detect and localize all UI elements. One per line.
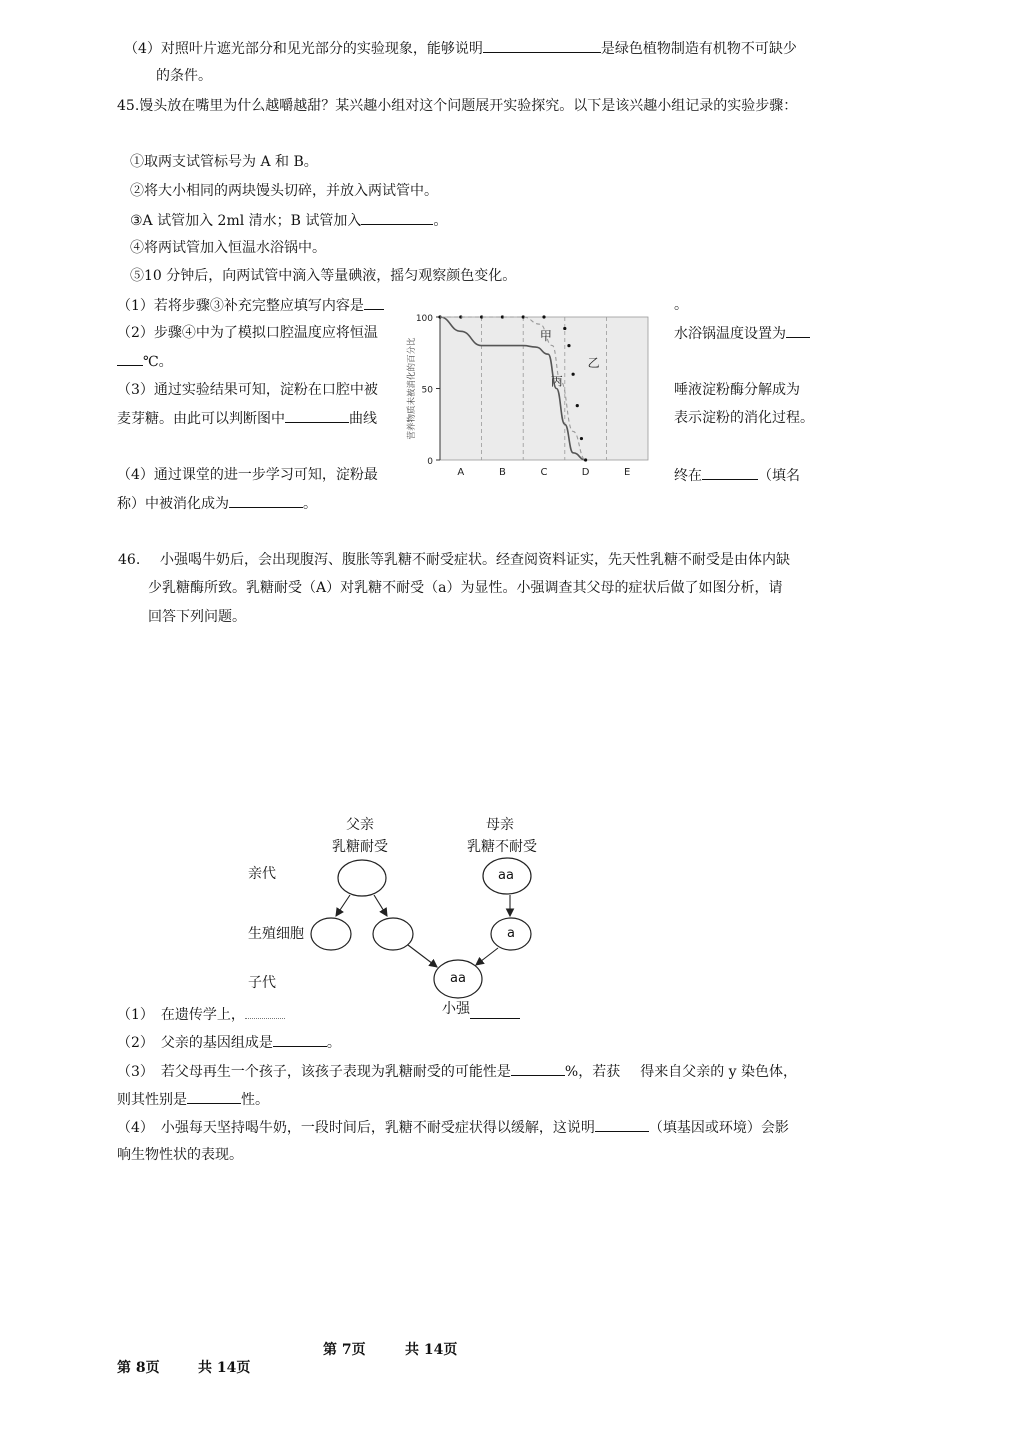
y-axis-label: 营养物质未被消化的百分比 [407, 337, 417, 440]
q45-sub3-text-b: 曲线 [349, 411, 377, 427]
q45-sub3-text-a: 麦芽糖。由此可以判断图中 [117, 411, 285, 427]
q45-sub1-left [117, 295, 384, 316]
q46-sub3-text-c: 得来自父亲的 y 染色体， [640, 1064, 798, 1080]
answer-blank[interactable] [364, 295, 384, 310]
series-label: 甲 [539, 328, 552, 343]
q45-step-4: ④将两试管加入恒温水浴锅中。 [130, 240, 326, 256]
series-yi-point [542, 315, 545, 318]
q46-sub1 [117, 1004, 285, 1025]
answer-blank[interactable] [595, 1117, 649, 1132]
series-yi-point [584, 458, 587, 461]
mother-gamete: a [507, 926, 515, 941]
child-name: 小强 [442, 1001, 470, 1017]
q45-sub2-unit: ℃。 [143, 354, 173, 370]
digestion-chart [384, 305, 674, 485]
answer-blank[interactable] [273, 1032, 327, 1047]
q46-sub3-text-b: %，若获 [564, 1064, 621, 1080]
q45-sub4-right [674, 465, 800, 486]
q45-step-1: ①取两支试管标号为 A 和 B。 [130, 154, 318, 170]
answer-blank[interactable] [702, 465, 758, 480]
arrow-to-child-from-father [408, 945, 437, 967]
row-label-parent: 亲代 [248, 866, 276, 882]
q45-sub4-line2 [117, 493, 317, 514]
q45-step-3-text: ③A 试管加入 2ml 清水；B 试管加入 [130, 213, 362, 229]
x-category-label: C [540, 467, 548, 478]
q45-sub3-left: （3）通过实验结果可知，淀粉在口腔中被 [117, 382, 378, 398]
child-genotype: aa [450, 971, 466, 986]
q46-sub2-text: （2） 父亲的基因组成是 [117, 1035, 273, 1051]
q45-sub3-line2-right: 表示淀粉的消化过程。 [674, 410, 814, 426]
q46-line1: 小强喝牛奶后，会出现腹泻、腹胀等乳糖不耐受症状。经查阅资料证实，先天性乳糖不耐受是由体内缺 [160, 552, 790, 568]
q46-sub3-line2-end: 性。 [241, 1092, 269, 1108]
x-category-label: B [498, 467, 506, 478]
q46-sub2-end: 。 [326, 1035, 341, 1051]
q45-intro: 45.馒头放在嘴里为什么越嚼越甜？某兴趣小组对这个问题展开实验探究。以下是该兴趣小组记录的实验步骤： [117, 98, 798, 114]
series-yi-point [580, 437, 583, 440]
q45-sub4-line2-end: 。 [303, 496, 317, 512]
q45-step-3-end: 。 [433, 213, 448, 229]
q46-sub1-blank [470, 1004, 520, 1025]
x-category-label: D [581, 467, 590, 478]
x-category-label: E [624, 467, 631, 478]
q44-4-text-a: （4）对照叶片遮光部分和见光部分的实验现象，能够说明 [124, 41, 483, 57]
q45-sub4-text-b: （填名 [758, 468, 800, 484]
y-tick-label: 100 [415, 314, 433, 324]
q46-sub3-line2-text: 则其性别是 [117, 1092, 187, 1108]
q46-line3: 回答下列问题。 [148, 609, 246, 625]
q45-sub1-text: （1）若将步骤③补充完整应填写内容是 [117, 298, 364, 314]
y-tick-label: 0 [427, 457, 433, 467]
y-tick-label: 50 [421, 385, 433, 396]
q45-sub4-text-a: 终在 [674, 468, 702, 484]
footer-total-a: 共 14页 [405, 1342, 458, 1358]
q46-sub3-text-a: （3） 若父母再生一个孩子，该孩子表现为乳糖耐受的可能性是 [117, 1064, 511, 1080]
x-category-label: A [457, 467, 465, 478]
footer-total-b: 共 14页 [198, 1360, 251, 1376]
father-trait: 乳糖耐受 [332, 839, 388, 855]
q46-sub2 [117, 1032, 341, 1053]
series-yi-point [576, 404, 579, 407]
arrow-father-gamete-1 [336, 895, 350, 916]
q45-sub2-line2 [117, 351, 173, 372]
q45-sub4-left: （4）通过课堂的进一步学习可知，淀粉最 [117, 467, 378, 483]
q45-sub2-left: （2）步骤④中为了模拟口腔温度应将恒温 [117, 325, 378, 341]
q45-step-2: ②将大小相同的两块馒头切碎，并放入两试管中。 [130, 183, 438, 199]
answer-blank[interactable] [361, 210, 433, 225]
row-label-child: 子代 [248, 975, 276, 991]
answer-blank[interactable] [786, 323, 810, 338]
footer-page-a: 第 7页 [323, 1342, 366, 1358]
answer-blank[interactable] [483, 38, 601, 53]
series-yi-point [572, 373, 575, 376]
q45-sub2-right-text: 水浴锅温度设置为 [674, 326, 786, 342]
q45-sub3-right: 唾液淀粉酶分解成为 [674, 382, 800, 398]
q46-sub1-text: （1） 在遗传学上， [117, 1007, 245, 1023]
genetics-diagram [240, 810, 570, 1020]
mother-trait: 乳糖不耐受 [467, 839, 537, 855]
answer-blank[interactable] [511, 1061, 565, 1076]
answer-blank[interactable] [245, 1004, 285, 1019]
q45-step-3 [130, 210, 447, 231]
father-gamete-1-circle [311, 918, 351, 950]
q46-number: 46. [118, 552, 141, 568]
father-gamete-2-circle [373, 918, 413, 950]
series-label: 丙 [550, 374, 563, 389]
q46-sub3-line2 [117, 1089, 269, 1110]
father-title: 父亲 [346, 817, 374, 833]
q45-sub2-right [674, 323, 810, 344]
series-label: 乙 [587, 356, 600, 371]
answer-blank[interactable] [187, 1089, 241, 1104]
q46-sub4-text-b: （填基因或环境）会影 [648, 1120, 789, 1136]
q45-sub1-right: 。 [674, 297, 688, 313]
q46-line2: 少乳糖酶所致。乳糖耐受（A）对乳糖不耐受（a）为显性。小强调查其父母的症状后做了如图分析，请 [148, 580, 783, 596]
answer-blank[interactable] [229, 493, 303, 508]
q46-sub4-text-a: （4） 小强每天坚持喝牛奶，一段时间后，乳糖不耐受症状得以缓解，这说明 [117, 1120, 595, 1136]
q44-4-line1 [124, 38, 797, 59]
q45-sub3-line2 [117, 408, 377, 429]
series-yi-point [567, 344, 570, 347]
q44-4-line2: 的条件。 [156, 68, 212, 84]
q45-step-5: ⑤10 分钟后，向两试管中滴入等量碘液，摇匀观察颜色变化。 [130, 268, 517, 284]
q46-sub4-line2: 响生物性状的表现。 [117, 1147, 243, 1163]
q45-sub4-line2-text: 称）中被消化成为 [117, 496, 229, 512]
q44-4-text-b: 是绿色植物制造有机物不可缺少 [600, 41, 797, 57]
q46-sub4 [117, 1117, 789, 1138]
row-label-gamete: 生殖细胞 [248, 926, 304, 942]
father-genotype-circle [338, 860, 386, 896]
arrow-father-gamete-2 [374, 895, 387, 916]
arrow-to-child-from-mother [476, 948, 498, 965]
series-yi-point [563, 327, 566, 330]
mother-genotype: aa [498, 868, 514, 883]
q46-sub3 [117, 1061, 797, 1082]
footer-page-b: 第 8页 [117, 1360, 160, 1376]
answer-blank[interactable] [285, 408, 349, 423]
answer-blank[interactable] [470, 1004, 520, 1019]
answer-blank[interactable] [117, 351, 143, 366]
mother-title: 母亲 [486, 817, 514, 833]
